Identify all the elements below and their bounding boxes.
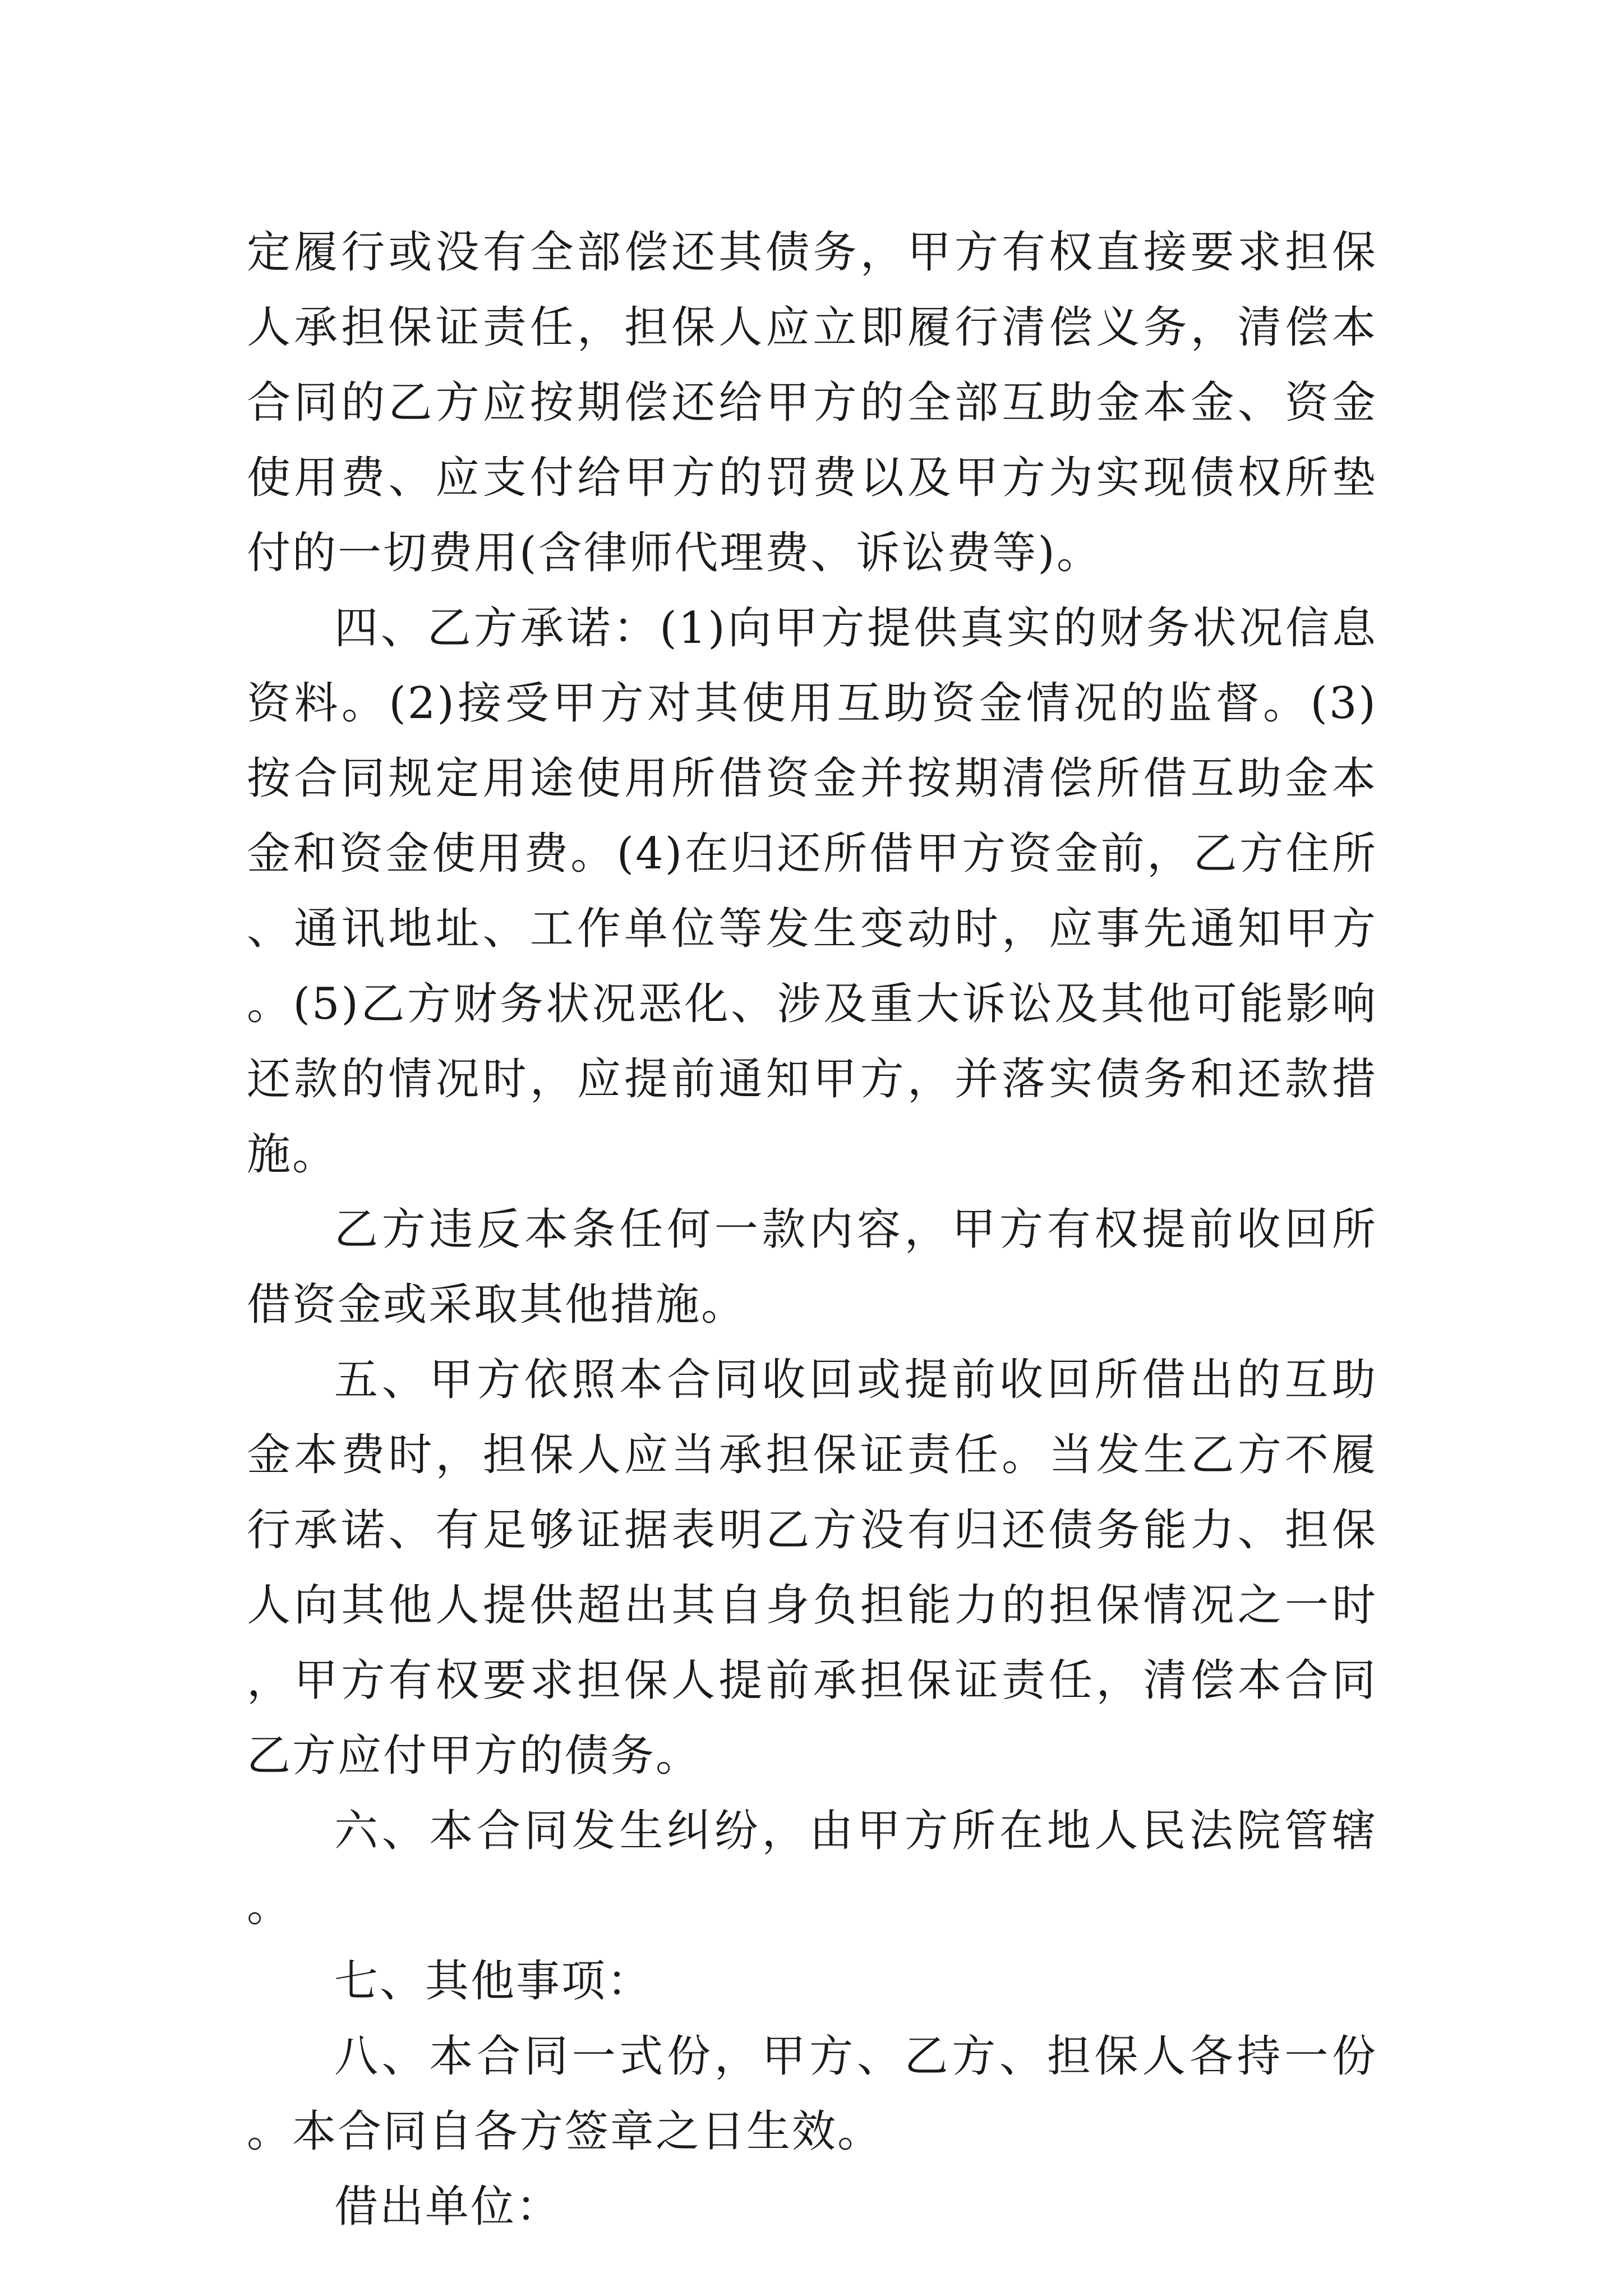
paragraph-continuation: 定履行或没有全部偿还其债务，甲方有权直接要求担保人承担保证责任，担保人应立即履行清偿义务，清偿本合同的乙方应按期偿还给甲方的全部互助金本金、资金使用费、应支付给甲方的罚费以及甲方为实现债权所垫付的一切费用(含律师代理费、诉讼费等)。 [247, 227, 1377, 578]
paragraph-clause-6: 六、本合同发生纠纷，由甲方所在地人民法院管辖。 [247, 1806, 1377, 1931]
paragraph-clause-4: 四、乙方承诺：(1)向甲方提供真实的财务状况信息资料。(2)接受甲方对其使用互助资金情况的监督。(3)按合同规定用途使用所借资金并按期清偿所借互助金本金和资金使用费。(4)在归还所借甲方资金前，乙方住所、通讯地址、工作单位等发生变动时，应事先通知甲方。(5)乙方财务状况恶化、涉及重大诉讼及其他可能影响还款的情况时，应提前通知甲方，并落实债务和还款措施。 [247, 603, 1377, 1180]
document-body [247, 215, 1377, 2244]
paragraph-clause-8: 八、本合同一式份，甲方、乙方、担保人各持一份。本合同自各方签章之日生效。 [247, 2031, 1377, 2157]
paragraph-clause-4-breach: 乙方违反本条任何一款内容，甲方有权提前收回所借资金或采取其他措施。 [247, 1204, 1377, 1330]
paragraph-clause-5: 五、甲方依照本合同收回或提前收回所借出的互助金本费时，担保人应当承担保证责任。当发生乙方不履行承诺、有足够证据表明乙方没有归还债务能力、担保人向其他人提供超出其自身负担能力的担保情况之一时，甲方有权要求担保人提前承担保证责任，清偿本合同乙方应付甲方的债务。 [247, 1355, 1377, 1781]
paragraph-clause-7: 七、其他事项： [334, 1956, 653, 2007]
paragraph-lender-signature: 借出单位： [334, 2182, 562, 2232]
